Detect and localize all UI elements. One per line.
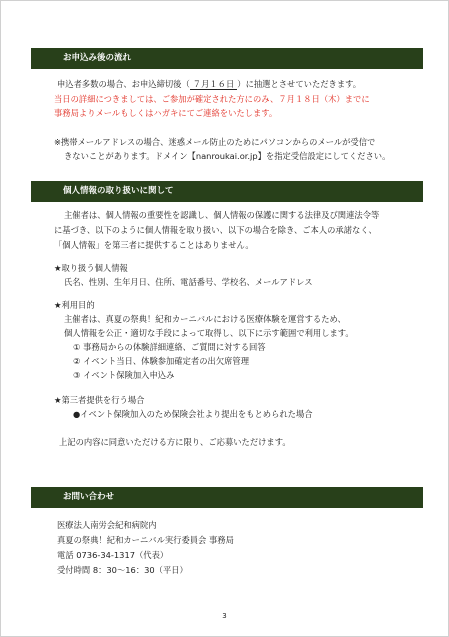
- section-title: 個人情報の取り扱いに関して: [63, 186, 174, 196]
- privacy-intro-line-2: に基づき、以下のように個人情報を取り扱い、以下の場合を除き、ご本人の承諾なく、: [54, 225, 377, 235]
- purpose-line-1: 主催者は、真夏の祭典！紀和カーニバルにおける医療体験を運営するため、: [64, 314, 346, 324]
- deadline-date: ７月１６日: [190, 79, 238, 90]
- section-title: お問い合わせ: [63, 492, 115, 502]
- handled-info-heading: ★取り扱う個人情報: [54, 263, 128, 273]
- handled-info-items: 氏名、性別、生年月日、住所、電話番号、学校名、メールアドレス: [64, 277, 313, 287]
- contact-hours: 受付時間 8：30〜16：30（平日）: [57, 565, 188, 575]
- contact-committee: 真夏の祭典！紀和カーニバル実行委員会 事務局: [57, 535, 234, 545]
- privacy-intro-line-1: 主催者は、個人情報の重要性を認識し、個人情報の保護に関する法律及び関連法令等: [64, 210, 380, 220]
- red-notice-line-1: 当日の詳細につきましては、ご参加が確定された方にのみ、７月１８日（木）までに: [54, 94, 370, 104]
- purpose-list-item-3: ③ イベント保険加入申込み: [73, 370, 175, 380]
- section-header-contact: [31, 487, 423, 508]
- third-party-heading: ★第三者提供を行う場合: [54, 395, 145, 405]
- purpose-list-item-2: ② イベント当日、体験参加確定者の出欠席管理: [73, 356, 250, 366]
- purpose-line-2: 個人情報を公正・適切な手段によって取得し、以下に示す範囲で利用します。: [64, 328, 354, 338]
- section-header-application-flow: [31, 48, 423, 69]
- red-notice-line-2: 事務局よりメールもしくはハガキにてご連絡をいたします。: [54, 108, 278, 118]
- purpose-heading: ★利用目的: [54, 300, 95, 310]
- page-number: 3: [222, 612, 227, 620]
- section-header-privacy: [31, 181, 423, 202]
- consent-closing: 上記の内容に同意いただける方に限り、ご応募いただけます。: [59, 437, 291, 447]
- purpose-list-item-1: ① 事務局からの体験詳細連絡、ご質問に対する回答: [73, 342, 266, 352]
- contact-phone: 電話 0736-34-1317（代表）: [57, 550, 169, 560]
- third-party-item: ●イベント保険加入のため保険会社より提出をもとめられた場合: [73, 409, 313, 419]
- contact-org: 医療法人南労会紀和病院内: [57, 520, 157, 530]
- privacy-intro-line-3: 「個人情報」を第三者に提供することはありません。: [54, 240, 254, 250]
- lottery-text: 申込者多数の場合、お申込締切後（ ７月１６日 ）に抽選とさせていただきます。: [57, 79, 362, 89]
- section-title: お申込み後の流れ: [63, 53, 132, 63]
- email-note-line-2: きないことがあります。ドメイン【nanroukai.or.jp】を指定受信設定にしてください。: [64, 151, 391, 161]
- email-note-line-1: ※携帯メールアドレスの場合、迷惑メール防止のためにパソコンからのメールが受信で: [54, 137, 376, 147]
